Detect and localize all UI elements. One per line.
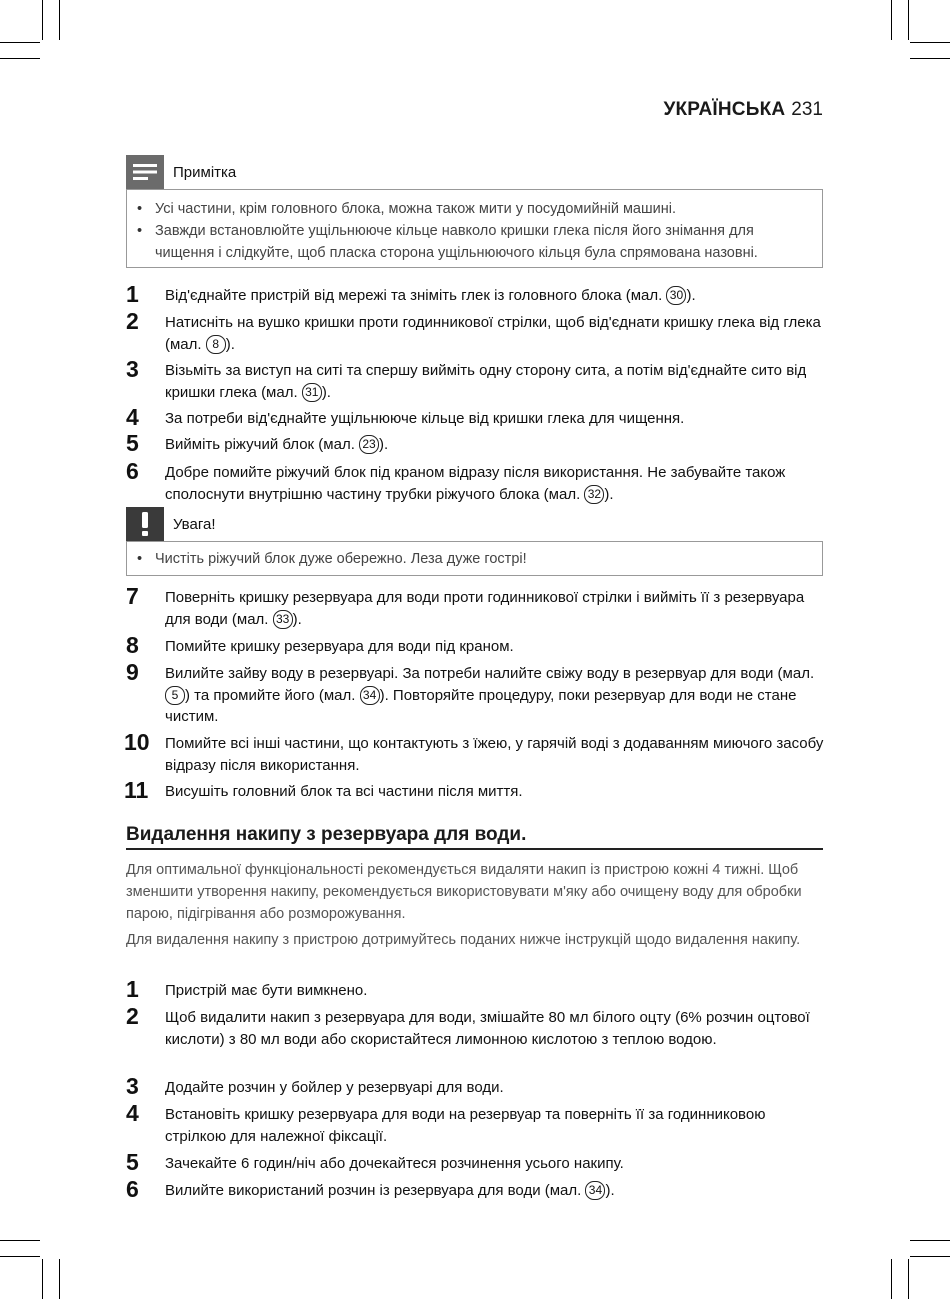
warning-header bbox=[126, 507, 215, 541]
warning-list bbox=[127, 548, 822, 570]
note-item: • Завжди встановлюйте ущільнююче кільце навколо кришки глека після його знімання для чищення і слідкуйте, щоб пласка сторона ущільнюючого кільця була спрямована назовні. bbox=[127, 220, 822, 264]
step-number: 10 bbox=[124, 729, 150, 755]
figure-ref: 5 bbox=[165, 686, 185, 705]
step-item: 1 Пристрій має бути вимкнено. bbox=[126, 976, 368, 1002]
step-item: 2 Натисніть на вушко кришки проти годинникової стрілки, щоб від'єднати кришку глека від глека (мал. 8 ). bbox=[126, 308, 821, 353]
crop-mark bbox=[908, 0, 909, 40]
crop-mark bbox=[42, 0, 43, 40]
step-item: 9 Вилийте зайву воду в резервуарі. За потреби налийте свіжу воду в резервуар для води (мал. 5 ) та промийте його (мал. 34 ). Повторяйте процедуру, поки резервуар для води не стане чистим. bbox=[126, 659, 815, 725]
crop-mark bbox=[910, 58, 950, 59]
note-item: • Усі частини, крім головного блока, можна також мити у посудомийній машині. bbox=[127, 198, 822, 220]
crop-mark bbox=[0, 42, 40, 43]
step-number: 11 bbox=[124, 777, 149, 803]
step-number: 6 bbox=[126, 1176, 139, 1202]
step-item: 4 За потреби від'єднайте ущільнююче кільце від кришки глека для чищення. bbox=[126, 404, 685, 430]
note-header bbox=[126, 155, 236, 189]
step-item: 7 Поверніть кришку резервуара для води проти годинникової стрілки і вийміть її з резервуара для води (мал. 33 ). bbox=[126, 583, 805, 628]
exclamation-icon bbox=[126, 507, 164, 541]
crop-mark bbox=[910, 1256, 950, 1257]
step-item: 5 Вийміть ріжучий блок (мал. 23 ). bbox=[126, 430, 389, 456]
page-number: 231 bbox=[791, 99, 823, 120]
warning-box bbox=[126, 541, 823, 576]
crop-mark bbox=[0, 58, 40, 59]
crop-mark bbox=[42, 1259, 43, 1299]
figure-ref: 34 bbox=[585, 1181, 605, 1200]
step-number: 7 bbox=[126, 583, 139, 609]
step-number: 5 bbox=[126, 430, 139, 456]
note-label: Примітка bbox=[173, 163, 237, 181]
step-item: 11 Висушіть головний блок та всі частини після миття. bbox=[124, 777, 523, 803]
warning-label: Увага! bbox=[173, 515, 216, 533]
crop-mark bbox=[910, 1240, 950, 1241]
step-number: 4 bbox=[126, 1100, 139, 1126]
note-list bbox=[127, 198, 822, 264]
step-item: 4 Встановіть кришку резервуара для води на резервуар та поверніть її за годинниковою стрілкою для належної фіксації. bbox=[126, 1100, 766, 1145]
step-item: 3 Додайте розчин у бойлер у резервуарі для води. bbox=[126, 1073, 504, 1099]
crop-mark bbox=[59, 1259, 60, 1299]
section-title: Видалення накипу з резервуара для води. bbox=[126, 824, 823, 850]
figure-ref: 23 bbox=[359, 435, 379, 454]
step-item: 3 Візьміть за виступ на ситі та спершу вийміть одну сторону сита, а потім від'єднайте сито від кришки глека (мал. 31 ). bbox=[126, 356, 807, 401]
step-number: 2 bbox=[126, 1003, 139, 1029]
step-item: 1 Від'єднайте пристрій від мережі та зніміть глек із головного блока (мал. 30 ). bbox=[126, 281, 696, 307]
figure-ref: 32 bbox=[584, 485, 604, 504]
figure-ref: 8 bbox=[206, 335, 226, 354]
step-number: 9 bbox=[126, 659, 139, 685]
figure-ref: 33 bbox=[273, 610, 293, 629]
step-number: 4 bbox=[126, 404, 139, 430]
step-item: 6 Вилийте використаний розчин із резервуара для води (мал. 34 ). bbox=[126, 1176, 615, 1202]
note-box bbox=[126, 189, 823, 268]
section-paragraph: Для оптимальної функціональності рекомендується видаляти накип із пристрою кожні 4 тижні. Щоб зменшити утворення накипу, рекомендується використовувати м'яку або очищену воду для обробки парою, підігрівання або розморожування. bbox=[126, 862, 802, 922]
step-number: 3 bbox=[126, 356, 139, 382]
note-lines-icon bbox=[126, 155, 164, 189]
figure-ref: 31 bbox=[302, 383, 322, 402]
figure-ref: 34 bbox=[360, 686, 380, 705]
step-item: 6 Добре помийте ріжучий блок під краном відразу після використання. Не забувайте також сполоснути внутрішню частину трубки ріжучого блока (мал. 32 ). bbox=[126, 458, 786, 503]
step-item: 10 Помийте всі інші частини, що контактують з їжею, у гарячій воді з додаванням миючого засобу відразу після використання. bbox=[124, 729, 824, 774]
page-header bbox=[663, 99, 823, 121]
crop-mark bbox=[0, 1240, 40, 1241]
figure-ref: 30 bbox=[666, 286, 686, 305]
step-number: 3 bbox=[126, 1073, 139, 1099]
crop-mark bbox=[891, 1259, 892, 1299]
crop-mark bbox=[891, 0, 892, 40]
step-item: 2 Щоб видалити накип з резервуара для води, змішайте 80 мл білого оцту (6% розчин оцтової кислоти) з 80 мл води або скористайтеся лимонною кислотою з теплою водою. bbox=[126, 1003, 810, 1048]
step-number: 5 bbox=[126, 1149, 139, 1175]
step-number: 2 bbox=[126, 308, 139, 334]
crop-mark bbox=[908, 1259, 909, 1299]
language-title: УКРАЇНСЬКА bbox=[663, 99, 786, 120]
warning-item: • Чистіть ріжучий блок дуже обережно. Леза дуже гострі! bbox=[127, 548, 822, 570]
crop-mark bbox=[0, 1256, 40, 1257]
section-paragraph: Для видалення накипу з пристрою дотримуйтесь поданих нижче інструкцій щодо видалення накипу. bbox=[126, 932, 801, 948]
step-number: 1 bbox=[126, 976, 139, 1002]
crop-mark bbox=[59, 0, 60, 40]
step-number: 8 bbox=[126, 632, 139, 658]
step-item: 5 Зачекайте 6 годин/ніч або дочекайтеся розчинення усього накипу. bbox=[126, 1149, 624, 1175]
step-number: 6 bbox=[126, 458, 139, 484]
step-number: 1 bbox=[126, 281, 139, 307]
step-item: 8 Помийте кришку резервуара для води під краном. bbox=[126, 632, 514, 658]
crop-mark bbox=[910, 42, 950, 43]
